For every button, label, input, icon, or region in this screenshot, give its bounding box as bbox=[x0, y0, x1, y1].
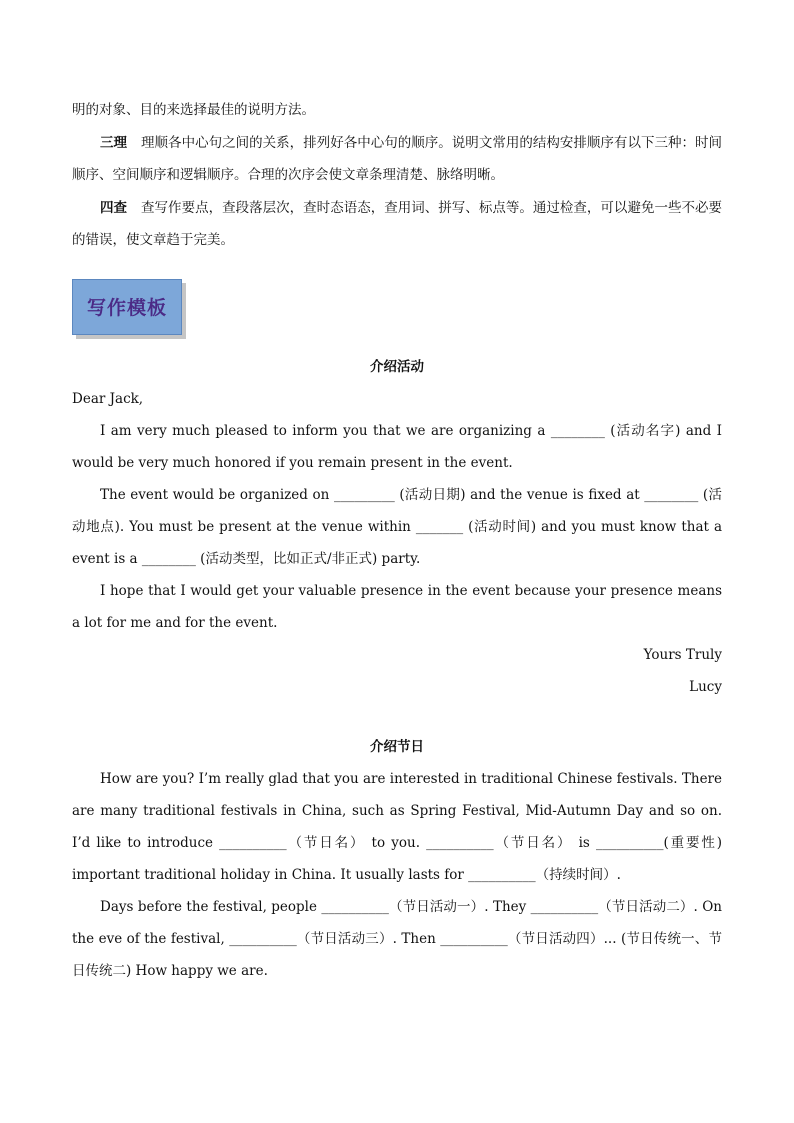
intro-step-4 bbox=[72, 192, 722, 257]
letter-closing: Yours Truly bbox=[643, 646, 722, 663]
intro-step-3 bbox=[72, 127, 722, 192]
festival-paragraph-2: Days before the festival, people __________（节日活动一）. They __________（节日活动二）. On the eve of the festival, __________（节日活动三）. Then __________（节日活动四）... (节日传统一、节日传统二) How happy we are. bbox=[72, 898, 722, 979]
section-gap bbox=[72, 703, 722, 731]
document-page bbox=[72, 94, 722, 987]
step-3-text: 理顺各中心句之间的关系，排列好各中心句的顺序。说明文常用的结构安排顺序有以下三种：时间顺序、空间顺序和逻辑顺序。合理的次序会使文章条理清楚、脉络明晰。 bbox=[72, 134, 723, 183]
step-3-label: 三理 bbox=[100, 134, 128, 151]
festival-paragraph-1: How are you? I’m really glad that you are interested in traditional Chinese festivals. There are many traditional festivals in China, such as Spring Festival, Mid-Autumn Day and so on. I’d like to introduce __________（节日名） to you. __________（节日名） is __________(重要性) important traditional holiday in China. It usually lasts for __________（持续时间）. bbox=[72, 770, 722, 883]
letter-signature: Lucy bbox=[689, 678, 722, 695]
letter-greeting: Dear Jack, bbox=[72, 390, 144, 407]
letter-paragraph-1: I am very much pleased to inform you that we are organizing a ________ (活动名字) and I would be very much honored if you remain present in the event. bbox=[72, 422, 722, 471]
section-banner: 写作模板 bbox=[72, 279, 182, 335]
section-banner-wrap bbox=[72, 279, 722, 341]
letter-paragraph-2: The event would be organized on _________ (活动日期) and the venue is fixed at ________ (活动地点). You must be present at the venue within _______ (活动时间) and you must know that a event is a ________ (活动类型，比如正式/非正式) party. bbox=[72, 486, 722, 567]
step-4-label: 四查 bbox=[100, 199, 128, 216]
template-1-title: 介绍活动 bbox=[370, 358, 424, 375]
intro-paragraph-1: 明的对象、目的来选择最佳的说明方法。 bbox=[72, 102, 315, 118]
letter-paragraph-3: I hope that I would get your valuable presence in the event because your presence means a lot for me and for the event. bbox=[72, 582, 722, 631]
template-2-title: 介绍节日 bbox=[370, 738, 424, 755]
step-4-text: 查写作要点，查段落层次，查时态语态，查用词、拼写、标点等。通过检查，可以避免一些不必要的错误，使文章趋于完美。 bbox=[72, 199, 723, 248]
